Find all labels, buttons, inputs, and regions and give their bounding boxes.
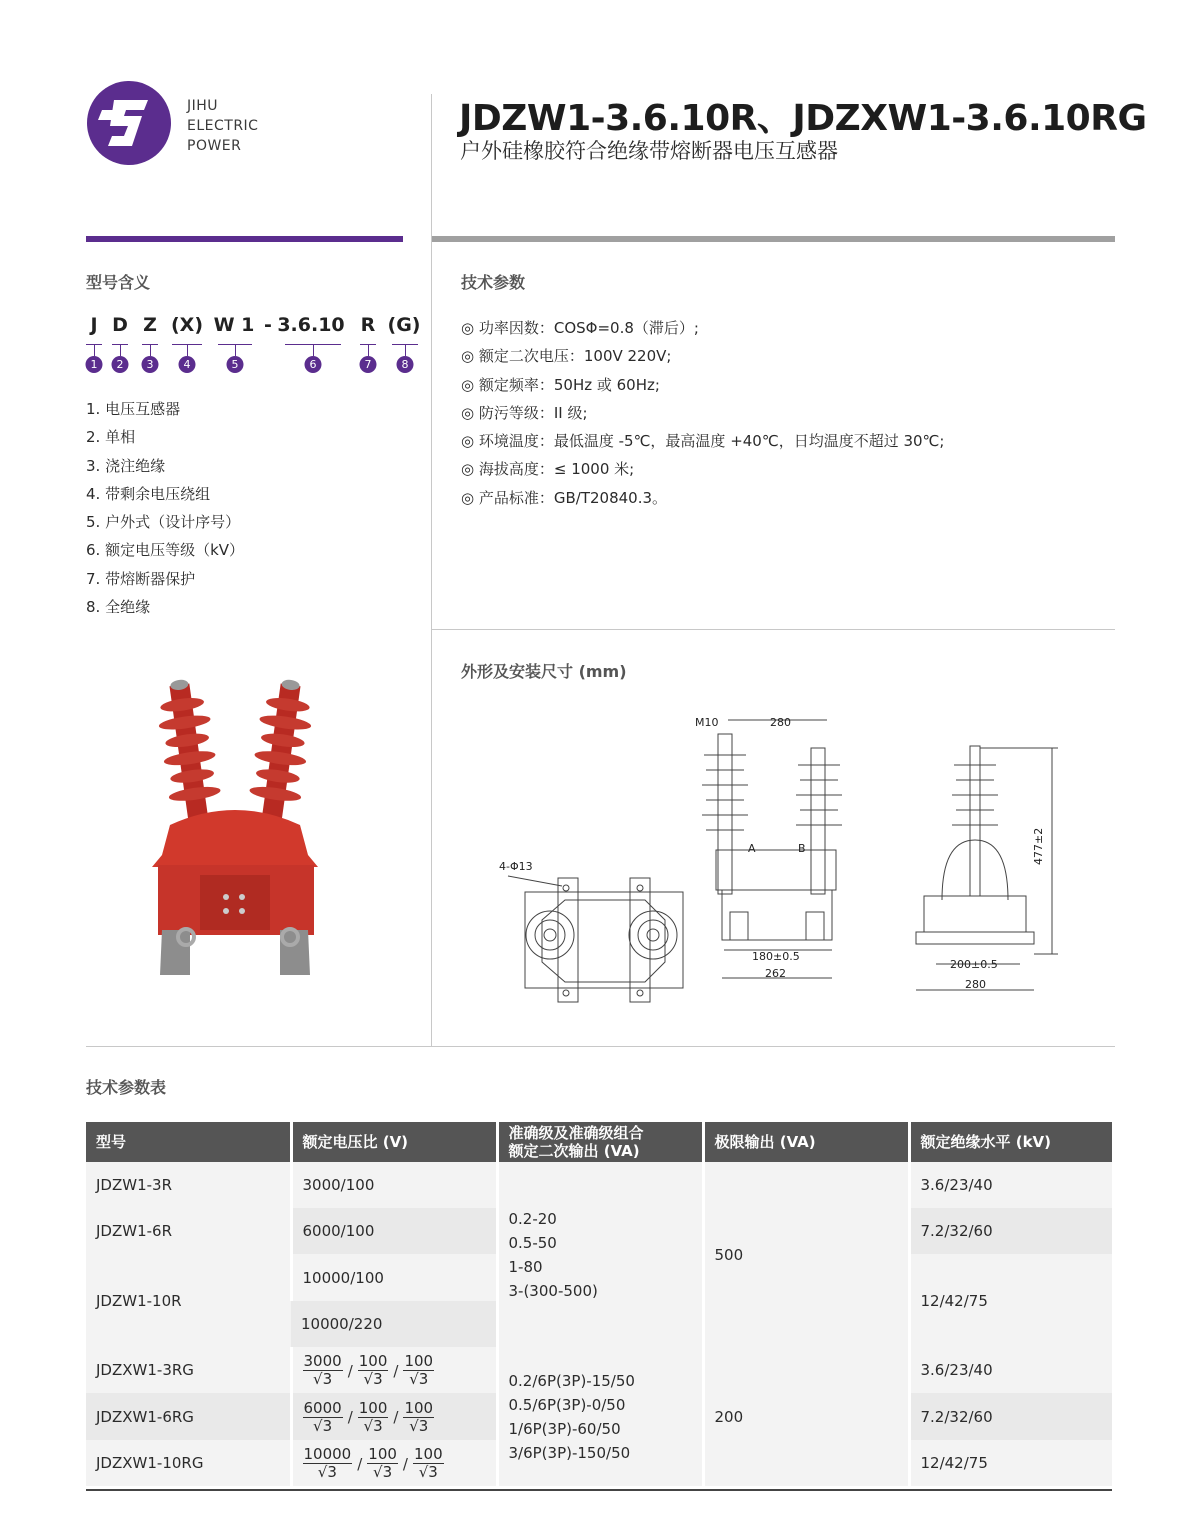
company-logo [86, 80, 172, 166]
model-code-diagram [86, 314, 426, 384]
section-rule [86, 1046, 1115, 1047]
code-index-badge: 3 [142, 356, 159, 373]
list-item: 6. 额定电压等级（kV） [86, 541, 245, 560]
model-cell: JDZW1-3R [86, 1162, 291, 1208]
terminal-a-label: A [748, 842, 756, 855]
fraction-numerator: 6000 [303, 1398, 342, 1417]
page-title: JDZW1-3.6.10R、JDZXW1-3.6.10RG [459, 98, 1147, 139]
table-bottom-rule [86, 1489, 1112, 1491]
list-item: ◎ 防污等级：II 级; [461, 403, 588, 422]
fraction-numerator: 100 [368, 1445, 397, 1463]
fraction-numerator: 100 [404, 1398, 434, 1417]
fraction-denominator: √3 [363, 1416, 383, 1435]
column-header: 型号 [86, 1122, 291, 1162]
code-index-badge: 8 [397, 356, 414, 373]
code-index-badge: 6 [305, 356, 322, 373]
accuracy-line: 0.2/6P(3P)-15/50 [508, 1371, 635, 1390]
table-row [86, 1162, 1112, 1208]
fraction-denominator: √3 [313, 1416, 333, 1435]
fraction-numerator: 10000 [303, 1445, 352, 1463]
fraction-denominator: √3 [409, 1416, 429, 1435]
fraction-denominator: √3 [317, 1463, 337, 1481]
accuracy-line: 1-80 [508, 1257, 543, 1276]
limit-output-cell: 200 [703, 1347, 909, 1486]
list-item: 8. 全绝缘 [86, 598, 151, 617]
accuracy-line: 0.2-20 [508, 1209, 557, 1228]
brand-line: POWER [187, 138, 242, 154]
list-item: 7. 带熔断器保护 [86, 569, 196, 588]
product-photo [130, 675, 340, 980]
height-label: 477±2 [1032, 827, 1045, 865]
accuracy-cell [497, 1162, 703, 1347]
insulation-cell: 3.6/23/40 [909, 1347, 1112, 1393]
fraction-numerator: 3000 [303, 1352, 342, 1370]
ratio-fraction: $\frac{3000}{√3}$ / $\frac{100}{√3}$ / $\frac{100}{√3}$ [303, 1352, 434, 1388]
ratio-cell: 6000/100 [291, 1208, 497, 1254]
code-tick [368, 344, 369, 356]
code-tick [120, 344, 121, 356]
mount-side-label: 200±0.5 [950, 958, 998, 971]
list-item: ◎ 海拔高度：≤ 1000 米; [461, 460, 635, 479]
base-front-label: 262 [765, 967, 786, 980]
fraction-numerator: 100 [413, 1445, 443, 1463]
code-index-badge: 2 [112, 356, 129, 373]
model-cell: JDZXW1-10RG [86, 1440, 291, 1486]
spec-table-heading: 技术参数表 [86, 1078, 167, 1097]
list-item: ◎ 产品标准：GB/T20840.3。 [461, 488, 668, 507]
code-index-badge: 1 [86, 356, 103, 373]
fraction-denominator: √3 [409, 1370, 429, 1388]
hole-spec-label: 4-Φ13 [499, 860, 533, 873]
ratio-cell [291, 1347, 497, 1393]
code-tick [187, 344, 188, 356]
code-index-badge: 7 [360, 356, 377, 373]
list-item: ◎ 额定二次电压：100V 220V; [461, 347, 672, 366]
table-row [86, 1347, 1112, 1393]
list-item: 3. 浇注绝缘 [86, 456, 166, 475]
code-tick [313, 344, 314, 356]
mount-front-label: 180±0.5 [752, 950, 800, 963]
model-cell: JDZW1-6R [86, 1208, 291, 1254]
spec-table [86, 1122, 1112, 1486]
tech-params-heading: 技术参数 [461, 273, 526, 292]
code-letter: W 1 [213, 314, 255, 336]
fraction-numerator: 100 [404, 1352, 434, 1370]
dimension-drawing [480, 700, 1080, 1010]
ratio-fraction: $\frac{6000}{√3}$ / $\frac{100}{√3}$ / $\frac{100}{√3}$ [303, 1398, 434, 1435]
accuracy-line: 3/6P(3P)-150/50 [508, 1443, 631, 1462]
code-letter: (X) [170, 314, 204, 336]
model-meaning-list [86, 395, 244, 621]
code-tick [235, 344, 236, 356]
code-index-badge: 4 [179, 356, 196, 373]
insulation-cell: 12/42/75 [909, 1254, 1112, 1347]
fraction-denominator: √3 [373, 1463, 393, 1481]
code-letter: Z [143, 314, 157, 336]
brand-line: JIHU [187, 98, 219, 114]
brand-line: ELECTRIC [187, 118, 259, 134]
list-item: ◎ 环境温度：最低温度 -5℃，最高温度 +40℃，日均温度不超过 30℃; [461, 432, 945, 451]
list-item: 4. 带剩余电压绕组 [86, 484, 211, 503]
code-tick [94, 344, 95, 356]
page-subtitle: 户外硅橡胶符合绝缘带熔断器电压互感器 [460, 139, 838, 163]
fraction-denominator: √3 [418, 1463, 438, 1481]
fraction-numerator: 100 [358, 1398, 388, 1417]
accuracy-line: 3-(300-500) [508, 1281, 598, 1300]
fraction-denominator: √3 [313, 1370, 333, 1388]
code-index-badge: 5 [227, 356, 244, 373]
header-rule [432, 236, 1115, 242]
section-rule [432, 629, 1115, 630]
span-top-label: 280 [770, 716, 791, 729]
list-item: 2. 单相 [86, 428, 136, 447]
model-cell: JDZXW1-6RG [86, 1393, 291, 1440]
ratio-cell: 3000/100 [291, 1162, 497, 1208]
code-letter: - [264, 314, 272, 336]
code-letter: R [360, 314, 376, 336]
model-meaning-heading: 型号含义 [86, 273, 151, 292]
column-header: 极限输出 (VA) [703, 1122, 909, 1162]
code-tick [150, 344, 151, 356]
code-letter: D [112, 314, 128, 336]
ratio-fraction: $\frac{10000}{√3}$ / $\frac{100}{√3}$ / $\frac{100}{√3}$ [303, 1445, 443, 1481]
code-letter: 3.6.10 [277, 314, 345, 336]
accent-bar [86, 236, 403, 242]
column-header: 额定电压比 (V) [291, 1122, 497, 1162]
column-header: 准确级及准确级组合 额定二次输出 (VA) [497, 1122, 703, 1162]
insulation-cell: 7.2/32/60 [909, 1208, 1112, 1254]
list-item: 5. 户外式（设计序号） [86, 513, 241, 532]
fraction-denominator: √3 [363, 1370, 383, 1388]
terminal-b-label: B [798, 842, 806, 855]
accuracy-cell [497, 1347, 703, 1486]
list-item: 1. 电压互感器 [86, 400, 181, 418]
insulation-cell: 3.6/23/40 [909, 1162, 1112, 1208]
limit-output-cell: 500 [703, 1162, 909, 1347]
list-item: ◎ 功率因数：COSΦ=0.8（滞后）; [461, 319, 699, 337]
ratio-cell: 10000/100 [291, 1254, 497, 1301]
accuracy-line: 0.5-50 [508, 1233, 557, 1252]
insulation-cell: 7.2/32/60 [909, 1393, 1112, 1440]
column-header: 额定绝缘水平 (kV) [909, 1122, 1112, 1162]
code-letter: (G) [387, 314, 421, 336]
list-item: ◎ 额定频率：50Hz 或 60Hz; [461, 375, 660, 394]
code-tick [405, 344, 406, 356]
model-cell: JDZXW1-3RG [86, 1347, 291, 1393]
ratio-cell [291, 1393, 497, 1440]
code-letter: J [90, 314, 98, 336]
insulation-cell: 12/42/75 [909, 1440, 1112, 1486]
base-side-label: 280 [965, 978, 986, 991]
accuracy-line: 1/6P(3P)-60/50 [508, 1419, 621, 1438]
tech-params-list [461, 314, 944, 512]
model-cell: JDZW1-10R [86, 1254, 291, 1347]
dimensions-heading: 外形及安装尺寸 (mm) [461, 662, 627, 681]
ratio-cell [291, 1440, 497, 1486]
thread-label: M10 [695, 716, 719, 729]
fraction-numerator: 100 [358, 1352, 388, 1370]
ratio-cell: 10000/220 [291, 1301, 497, 1347]
accuracy-line: 0.5/6P(3P)-0/50 [508, 1395, 626, 1414]
brand-name [187, 96, 258, 156]
